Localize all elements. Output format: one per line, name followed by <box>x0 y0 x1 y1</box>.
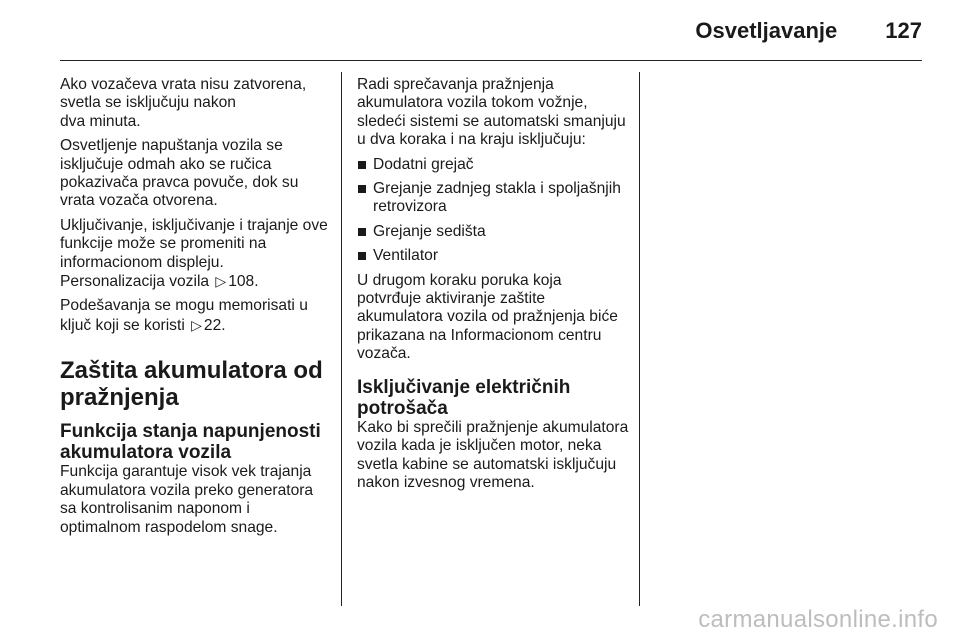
paragraph: Podešavanja se mogu memorisati u ključ koji se koristi ▷ 22. <box>60 297 308 334</box>
watermark: carmanualsonline.info <box>698 606 938 633</box>
paragraph: Funkcija garantuje visok vek trajanja akumulatora vozila preko generatora sa kontrolisanim naponom i optimalnom raspodelom snage. <box>60 463 314 536</box>
column-middle <box>357 76 629 498</box>
bullet-list <box>357 156 629 266</box>
column-divider-right <box>639 72 640 606</box>
paragraph: Uključivanje, isključivanje i trajanje ove funkcije može se promeniti na informacionom displeju. Personalizacija vozila ▷ 108. <box>60 216 328 291</box>
paragraph: U drugom koraku poruka koja potvrđuje aktiviranje zaštite akumulatora vozila od pražnjenja biće prikazana na Informacionom centru vozača. <box>357 271 618 363</box>
section-title: Zaštita akumulatora od pražnjenja <box>60 357 323 412</box>
paragraph: Osvetljenje napuštanja vozila se isključuje odmah ako se ručica pokazivača pravca povuče, dok su vrata vozača otvorena. <box>60 137 299 210</box>
header-rule <box>60 60 922 61</box>
paragraph: Ako vozačeva vrata nisu zatvorena, svetla se isključuju nakon dva minuta. <box>60 76 307 130</box>
list-item: Grejanje sedišta <box>357 223 629 241</box>
chapter-title: Osvetljavanje <box>695 18 838 43</box>
triangle-right-outline-icon: ▷ <box>215 273 227 290</box>
paragraph: Kako bi sprečili pražnjenje akumulatora vozila kada je isključen motor, neka svetla kabine se automatski isključuju nakon izvesnog vremena. <box>357 418 629 491</box>
column-divider-left <box>341 72 342 606</box>
cross-reference[interactable]: ▷ 22. <box>191 316 226 334</box>
column-left <box>60 76 330 543</box>
list-item: Dodatni grejač <box>357 156 629 174</box>
page-number: 127 <box>885 18 922 43</box>
page-header <box>60 18 922 48</box>
paragraph: Radi sprečavanja pražnjenja akumulatora vozila tokom vožnje, sledeći sistemi se automatski smanjuju u dva koraka i na kraju isključuju: <box>357 76 626 149</box>
cross-reference[interactable]: Personalizacija vozila ▷ 108. <box>60 273 259 291</box>
triangle-right-outline-icon: ▷ <box>191 316 202 333</box>
subsection-title: Isključivanje električnih potrošača <box>357 376 571 419</box>
subsection-title: Funkcija stanja napunjenosti akumulatora vozila <box>60 421 321 464</box>
list-item: Ventilator <box>357 247 629 265</box>
list-item: Grejanje zadnjeg stakla i spoljašnjih retrovizora <box>357 180 629 217</box>
